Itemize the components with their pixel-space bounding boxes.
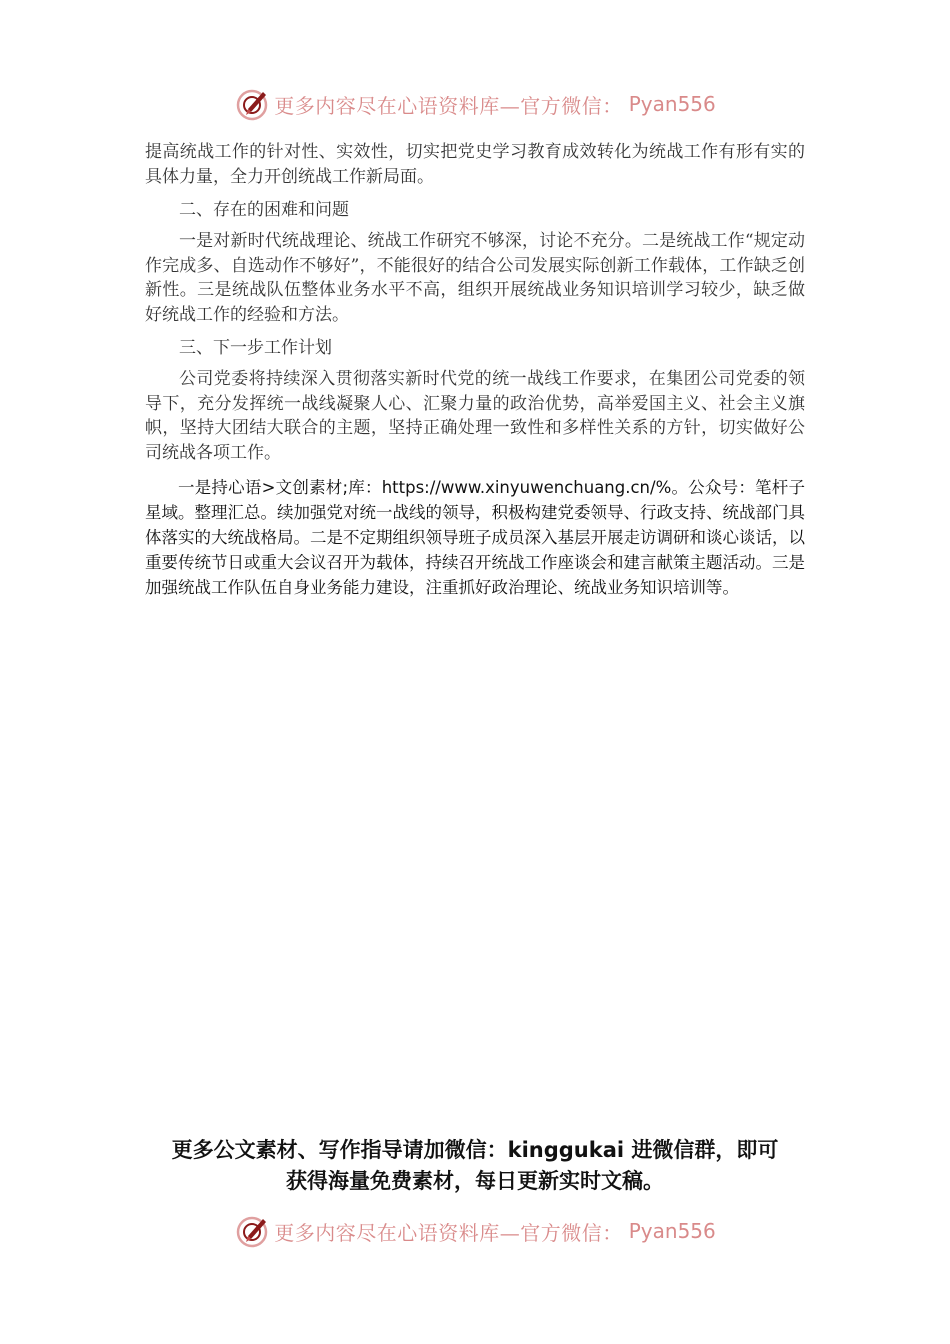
banner-text: 更多内容尽在心语资料库—官方微信： (274, 93, 623, 118)
document-body (145, 140, 805, 617)
promo-line-1: 更多公文素材、写作指导请加微信：kinggukai 进微信群，即可 (171, 1138, 779, 1162)
promo-text (150, 1135, 800, 1197)
header-banner (0, 84, 950, 124)
pen-logo-icon (234, 1213, 270, 1249)
banner-text: 更多内容尽在心语资料库—官方微信： (274, 1220, 623, 1245)
footer-banner (0, 1211, 950, 1251)
next-plan-paragraph: 公司党委将持续深入贯彻落实新时代党的统一战线工作要求，在集团公司党委的领导下，充分发挥统一战线凝聚人心、汇聚力量的政治优势，高举爱国主义、社会主义旗帜，坚持大团结大联合的主题，坚持正确处理一致性和多样性关系的方针，切实做好公司统战各项工作。 (145, 369, 805, 463)
intro-paragraph: 提高统战工作的针对性、实效性，切实把党史学习教育成效转化为统战工作有形有实的具体力量，全力开创统战工作新局面。 (145, 142, 805, 187)
banner-wechat-id: Pyan556 (628, 1219, 716, 1243)
difficulties-paragraph: 一是对新时代统战理论、统战工作研究不够深，讨论不充分。二是统战工作“规定动作完成多、自选动作不够好”，不能很好的结合公司发展实际创新工作载体，工作缺乏创新性。三是统战队伍整体业务水平不高，组织开展统战业务知识培训学习较少，缺乏做好统战工作的经验和方法。 (145, 231, 805, 325)
section-heading-next-plan: 三、下一步工作计划 (179, 338, 332, 358)
promo-line-2: 获得海量免费素材，每日更新实时文稿。 (286, 1169, 664, 1193)
plan-detail-paragraph: 一是持心语>文创素材;库：https://www.xinyuwenchuang.cn/%。公众号：笔杆子星域。整理汇总。续加强党对统一战线的领导，积极构建党委领导、行政支持、统战部门具体落实的大统战格局。二是不定期组织领导班子成员深入基层开展走访调研和谈心谈话，以重要传统节日或重大会议召开为载体，持续召开统战工作座谈会和建言献策主题活动。三是加强统战工作队伍自身业务能力建设，注重抓好政治理论、统战业务知识培训等。 (145, 478, 805, 597)
pen-logo-icon (234, 86, 270, 122)
section-heading-difficulties: 二、存在的困难和问题 (179, 200, 349, 220)
banner-wechat-id: Pyan556 (628, 92, 716, 116)
